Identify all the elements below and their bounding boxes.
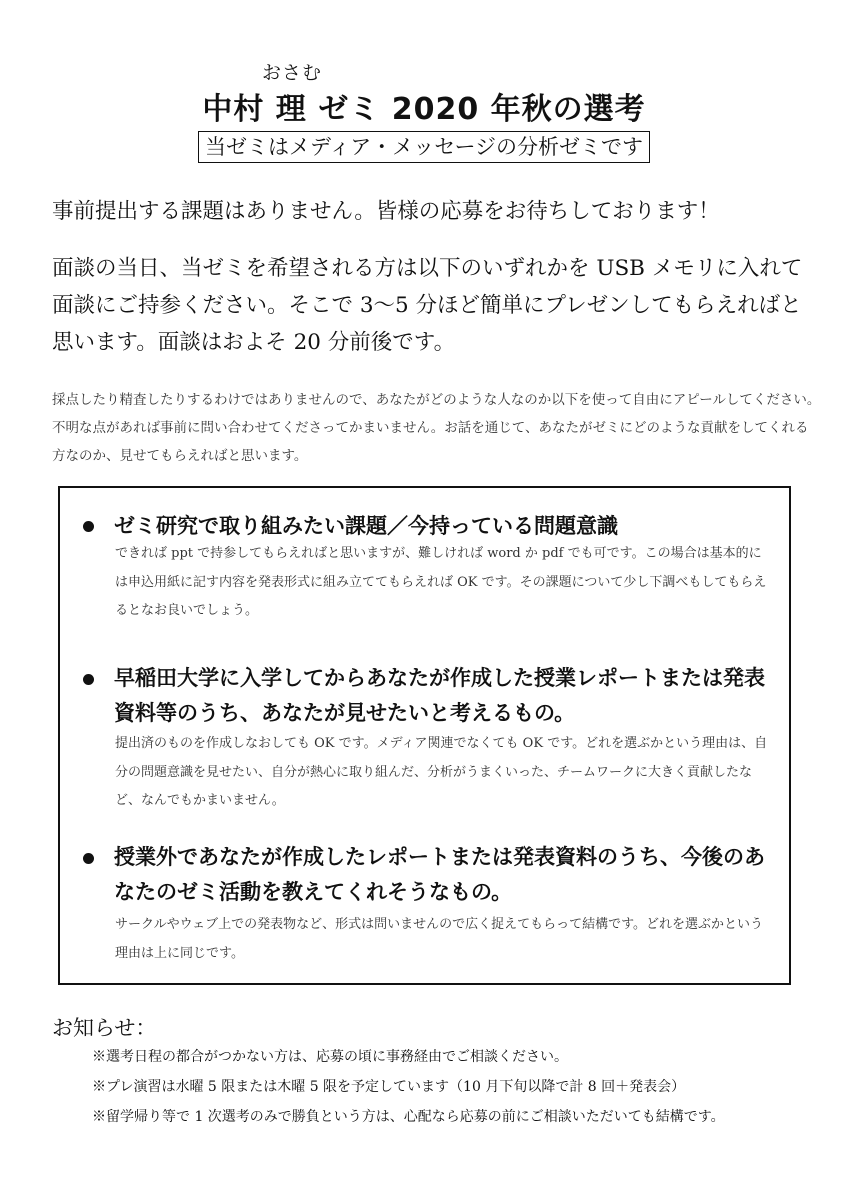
title-ruby: おさむ [262, 62, 323, 84]
notice-title: お知らせ： [52, 1016, 157, 1040]
notice-item: ※選考日程の都合がつかない方は、応募の頃に事務経由でご相談ください。 [92, 1049, 568, 1065]
bullet-icon [83, 521, 94, 532]
page-title: 中村 理 ゼミ 2020 年秋の選考 [202, 92, 646, 127]
bullet-icon [83, 853, 94, 864]
option-title: ゼミ研究で取り組みたい課題／今持っている問題意識 [114, 514, 618, 538]
intro-line-1: 事前提出する課題はありません。皆様の応募をお待ちしております！ [52, 199, 720, 224]
option-desc: できれば ppt で持参してもらえればと思いますが、難しければ word か pdf でも可です。この場合は基本的には申込用紙に記す内容を発表形式に組み立ててもらえれば OK です。その課題について少し下調べもしてもらえるとなお良いでしょう。 [115, 546, 767, 618]
option-title: 早稲田大学に入学してからあなたが作成した授業レポートまたは発表資料等のうち、あなたが見せたいと考えるもの。 [114, 666, 765, 725]
subtitle-wrap [0, 131, 848, 163]
notice-list [92, 1042, 725, 1132]
options-box [58, 486, 791, 985]
option-title: 授業外であなたが作成したレポートまたは発表資料のうち、今後のあなたのゼミ活動を教えてくれそうなもの。 [114, 845, 765, 904]
notice-item: ※留学帰り等で 1 次選考のみで勝負という方は、心配なら応募の前にご相談いただいても結構です。 [92, 1109, 725, 1125]
option-desc: サークルやウェブ上での発表物など、形式は問いませんので広く捉えてもらって結構です。どれを選ぶかという理由は上に同じです。 [115, 917, 764, 961]
notice-item: ※プレ演習は水曜 5 限または木曜 5 限を予定しています（10 月下旬以降で計 8 回＋発表会） [92, 1079, 686, 1095]
bullet-icon [83, 674, 94, 685]
option-desc: 提出済のものを作成しなおしても OK です。メディア関連でなくても OK です。どれを選ぶかという理由は、自分の問題意識を見せたい、自分が熱心に取り組んだ、分析がうまくいった、チームワークに大きく貢献したなど、なんでもかまいません。 [115, 736, 768, 808]
intro-note: 採点したり精査したりするわけではありませんので、あなたがどのような人なのか以下を使って自由にアピールしてください。不明な点があれば事前に問い合わせてくださってかまいません。お話を通じて、あなたがゼミにどのような貢献をしてくれる方なのか、見せてもらえればと思います。 [52, 392, 821, 464]
intro-line-2: 面談の当日、当ゼミを希望される方は以下のいずれかを USB メモリに入れて面談にご持参ください。そこで 3〜5 分ほど簡単にプレゼンしてもらえればと思います。面談はおよそ 20 分前後です。 [52, 256, 803, 355]
subtitle-box: 当ゼミはメディア・メッセージの分析ゼミです [198, 131, 650, 163]
